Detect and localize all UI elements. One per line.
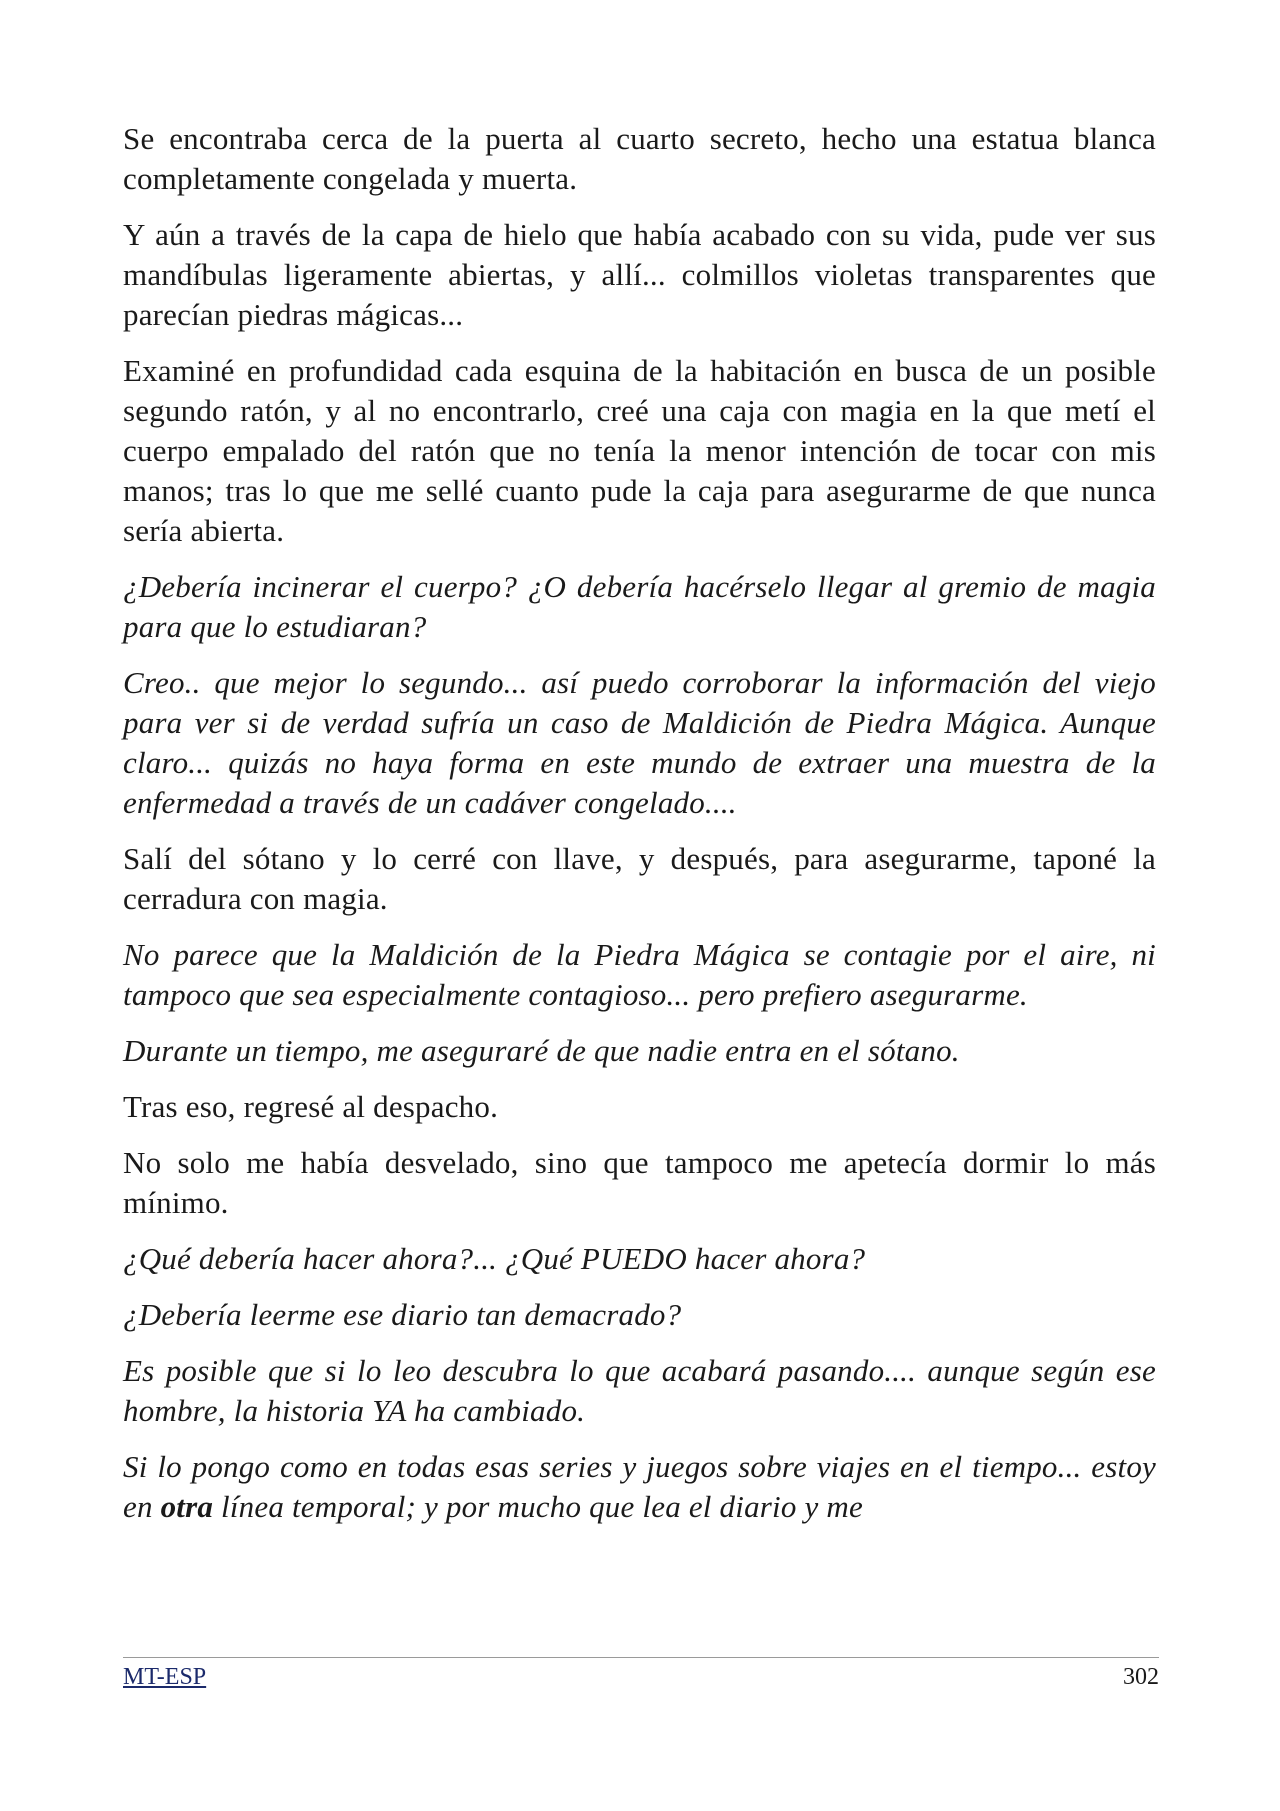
paragraph: Y aún a través de la capa de hielo que había acabado con su vida, pude ver sus mandíbulas ligeramente abiertas, y allí... colmillos violetas transparentes que parecían piedras mágicas... bbox=[123, 217, 1156, 332]
paragraph-thought: ¿Qué debería hacer ahora?... ¿Qué PUEDO hacer ahora? bbox=[123, 1241, 866, 1276]
body-text bbox=[123, 119, 1156, 1543]
paragraph-thought: Durante un tiempo, me aseguraré de que nadie entra en el sótano. bbox=[123, 1033, 960, 1068]
text-run: Si lo pongo como en todas esas series y juegos sobre viajes en el tiempo... estoy en bbox=[123, 1449, 1156, 1524]
paragraph-thought: No parece que la Maldición de la Piedra Mágica se contagie por el aire, ni tampoco que sea especialmente contagioso... pero prefiero asegurarme. bbox=[123, 937, 1156, 1012]
footer-link[interactable]: MT-ESP bbox=[123, 1664, 207, 1690]
paragraph-thought: ¿Debería leerme ese diario tan demacrado? bbox=[123, 1297, 682, 1332]
paragraph-thought-last bbox=[123, 1447, 1156, 1527]
paragraph: Salí del sótano y lo cerré con llave, y después, para asegurarme, taponé la cerradura con magia. bbox=[123, 841, 1156, 916]
paragraph-thought: Creo.. que mejor lo segundo... así puedo corroborar la información del viejo para ver si de verdad sufría un caso de Maldición de Piedra Mágica. Aunque claro... quizás no haya forma en este mundo de extraer una muestra de la enfermedad a través de un cadáver congelado.... bbox=[123, 665, 1156, 820]
paragraph-thought: ¿Debería incinerar el cuerpo? ¿O debería hacérselo llegar al gremio de magia para que lo estudiaran? bbox=[123, 569, 1156, 644]
paragraph-thought: Es posible que si lo leo descubra lo que acabará pasando.... aunque según ese hombre, la historia YA ha cambiado. bbox=[123, 1353, 1156, 1428]
emphasis-bold: otra bbox=[160, 1489, 214, 1524]
footer-divider bbox=[123, 1657, 1159, 1658]
paragraph: No solo me había desvelado, sino que tampoco me apetecía dormir lo más mínimo. bbox=[123, 1145, 1156, 1220]
paragraph: Examiné en profundidad cada esquina de la habitación en busca de un posible segundo ratón, y al no encontrarlo, creé una caja con magia en la que metí el cuerpo empalado del ratón que no tenía la menor intención de tocar con mis manos; tras lo que me sellé cuanto pude la caja para asegurarme de que nunca sería abierta. bbox=[123, 353, 1156, 548]
paragraph: Tras eso, regresé al despacho. bbox=[123, 1089, 499, 1124]
text-run: línea temporal; y por mucho que lea el diario y me bbox=[213, 1489, 863, 1524]
paragraph: Se encontraba cerca de la puerta al cuarto secreto, hecho una estatua blanca completamente congelada y muerta. bbox=[123, 121, 1156, 196]
page-number: 302 bbox=[1123, 1664, 1159, 1690]
